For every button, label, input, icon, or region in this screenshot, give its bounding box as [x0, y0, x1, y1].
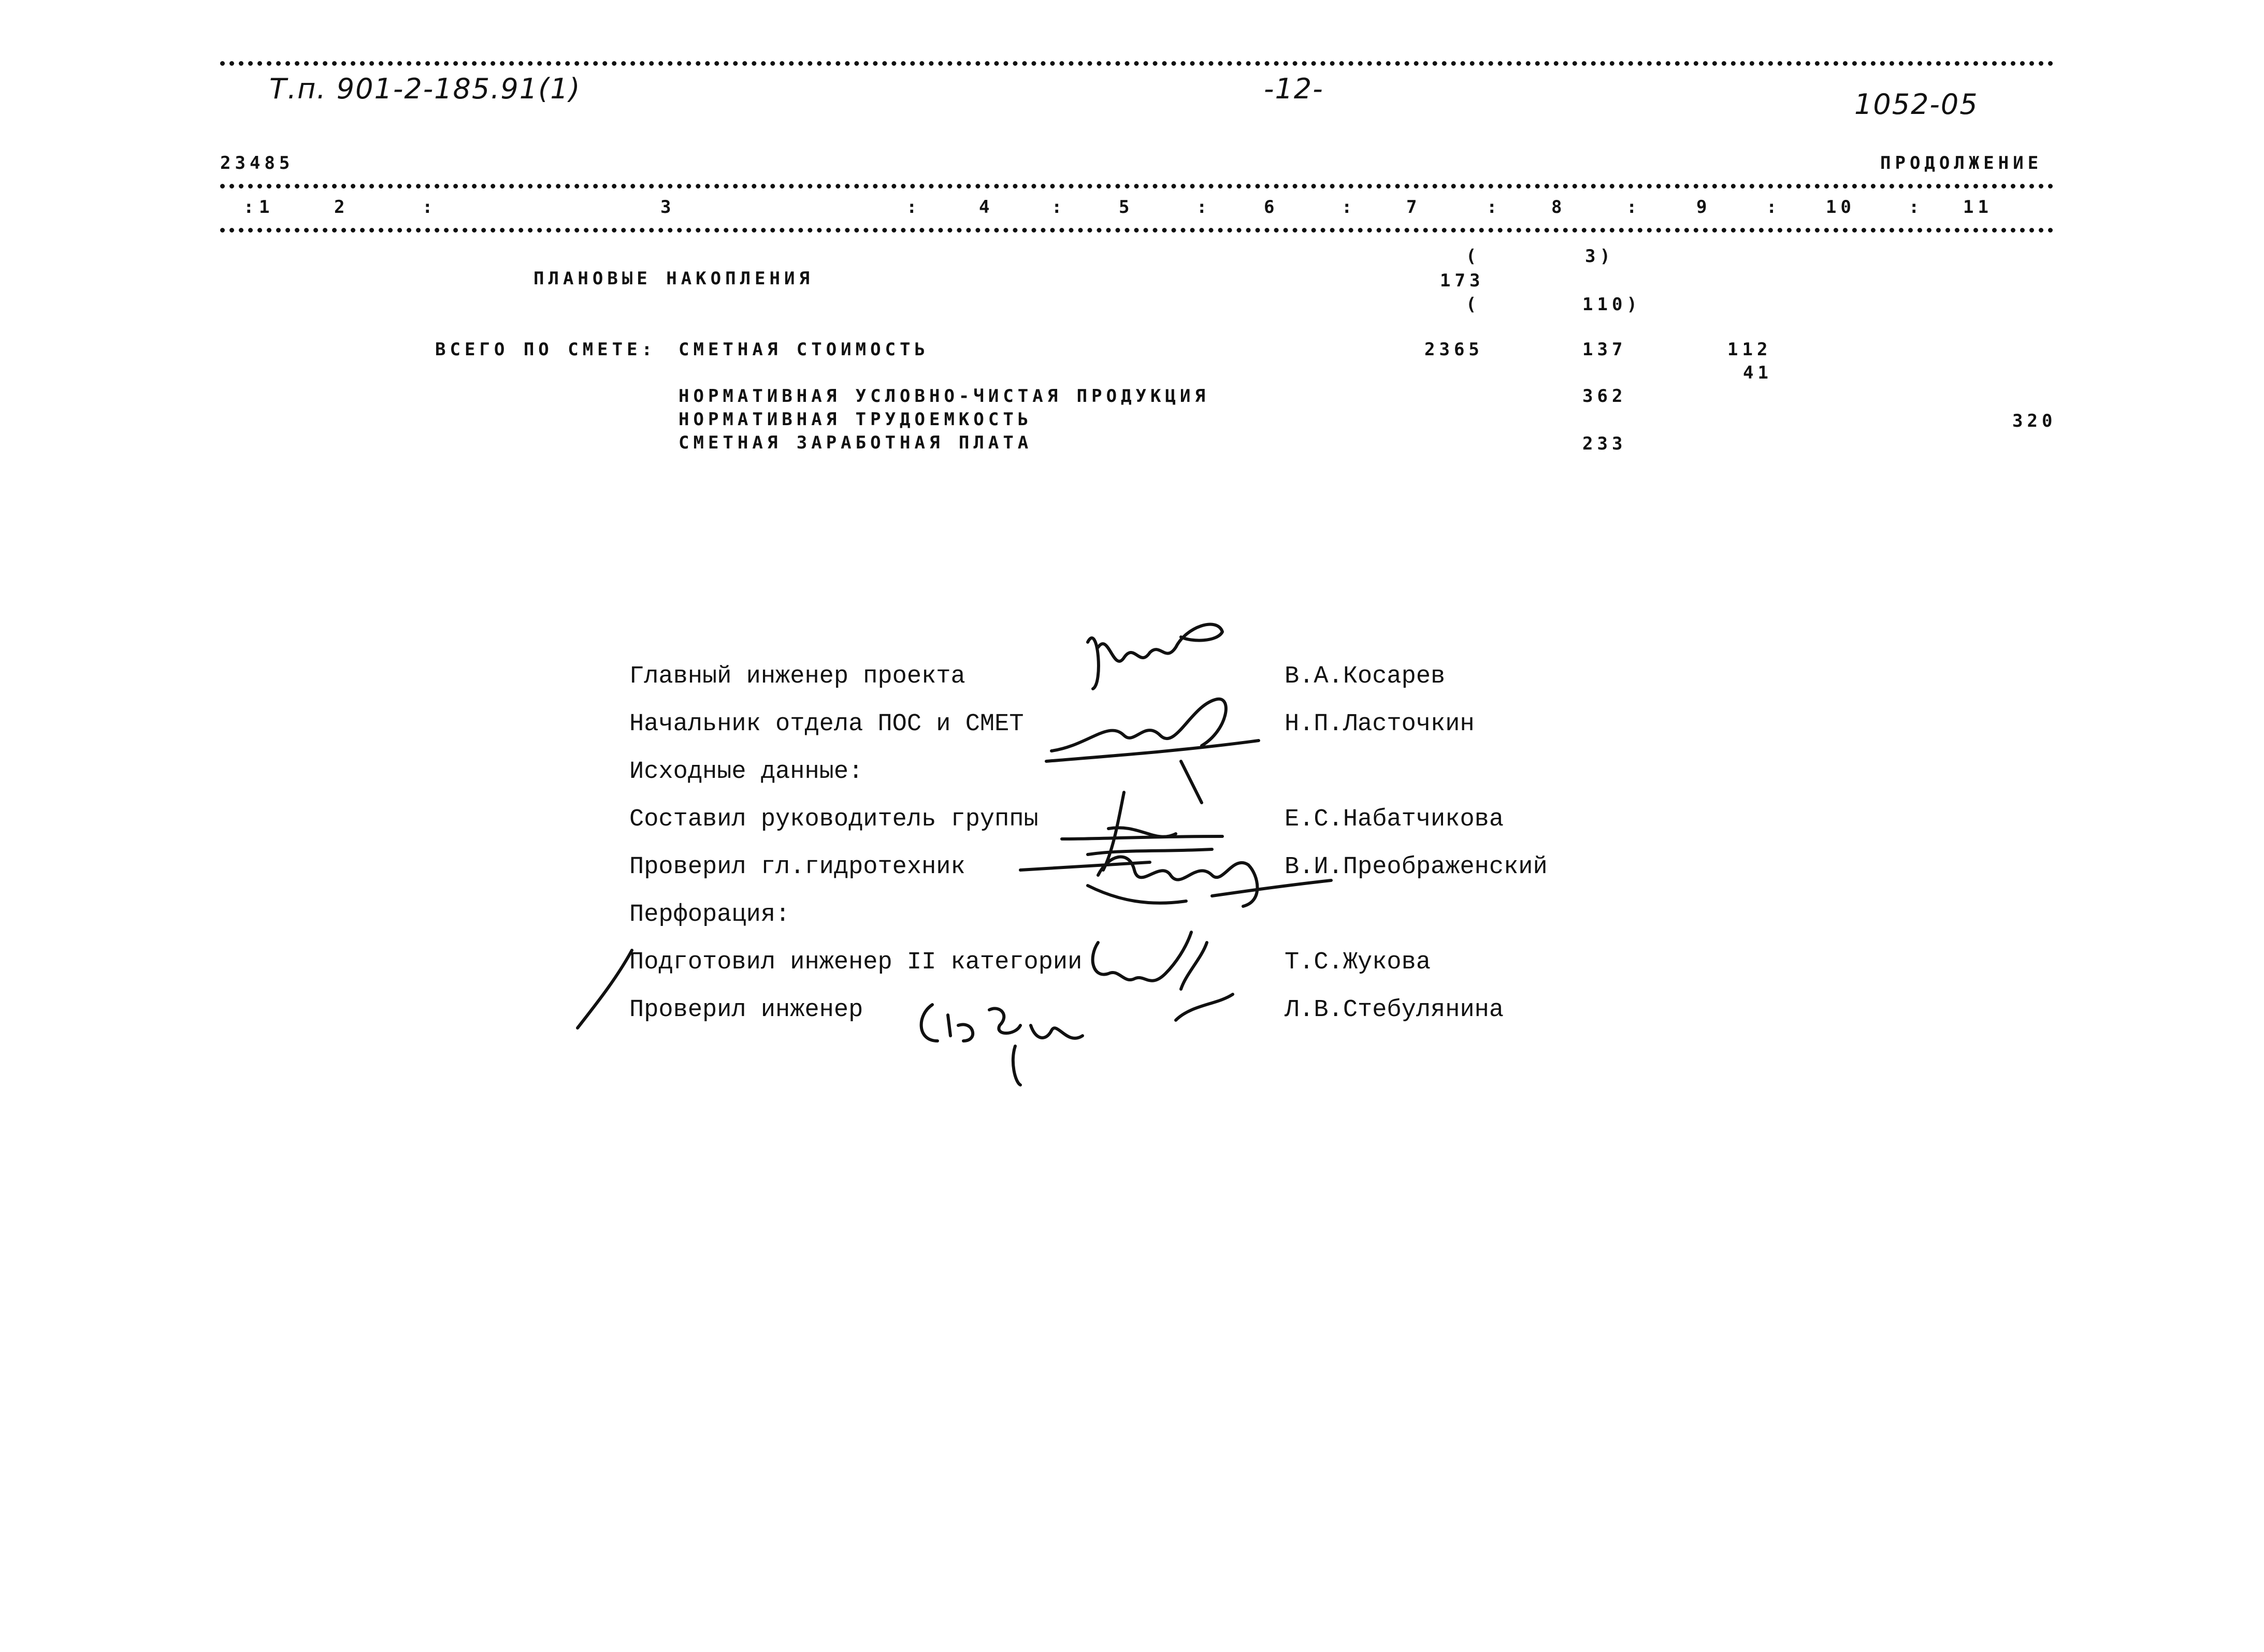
column-number: 4: [979, 197, 994, 218]
signature-name: В.А.Косарев: [1285, 663, 1446, 690]
planned-savings-label: ПЛАНОВЫЕ НАКОПЛЕНИЯ: [533, 268, 814, 289]
planned-savings-c7: 173: [1440, 270, 1484, 291]
salary-c8: 233: [1582, 433, 1627, 454]
column-separator: :: [1909, 197, 1924, 218]
margin-check-stroke: [575, 948, 637, 1031]
planned-savings-c8-top: 3): [1585, 246, 1614, 267]
signature-name: Т.С.Жукова: [1285, 949, 1431, 976]
signature-role: Проверил гл.гидротехник: [629, 853, 965, 881]
estimated-cost-c9-second: 41: [1743, 363, 1772, 383]
column-separator: :: [906, 197, 921, 218]
labor-c11: 320: [2012, 411, 2057, 431]
column-separator: :: [1342, 197, 1357, 218]
top-dotted-rule: [220, 61, 2054, 66]
column-separator: :: [1051, 197, 1066, 218]
estimated-cost-c7: 2365: [1424, 339, 1483, 360]
column-number: 6: [1264, 197, 1279, 218]
signature-role: Составил руководитель группы: [629, 806, 1039, 833]
net-product-c8: 362: [1582, 386, 1627, 407]
column-number: 9: [1696, 197, 1711, 218]
labor-label: НОРМАТИВНАЯ ТРУДОЕМКОСТЬ: [679, 409, 1033, 430]
column-number: 5: [1119, 197, 1134, 218]
left-code: 23485: [220, 153, 294, 173]
document-number: 1052-05: [1854, 88, 1979, 121]
planned-savings-c7-open: (: [1466, 246, 1481, 267]
column-number: 11: [1963, 197, 1993, 218]
column-separator: :: [1487, 197, 1502, 218]
handwritten-signature: [1046, 689, 1264, 803]
column-separator: :: [1196, 197, 1212, 218]
signature-role: Перфорация:: [629, 901, 790, 929]
signature-role: Начальник отдела ПОС и СМЕТ: [629, 711, 1024, 738]
net-product-label: НОРМАТИВНАЯ УСЛОВНО-ЧИСТАЯ ПРОДУКЦИЯ: [679, 386, 1209, 407]
column-separator: :: [1766, 197, 1781, 218]
signature-role: Исходные данные:: [629, 758, 863, 786]
column-separator: :: [243, 197, 258, 218]
column-number: 1: [259, 197, 274, 218]
column-header-rule-bottom: [220, 228, 2054, 233]
planned-savings-c8-bottom: 110): [1582, 294, 1641, 315]
column-number: 3: [660, 197, 675, 218]
column-separator: :: [422, 197, 437, 218]
signature-role: Проверил инженер: [629, 996, 863, 1024]
column-number: 2: [334, 197, 349, 218]
estimated-cost-c9: 112: [1727, 339, 1772, 360]
project-reference: Т.п. 901-2-185.91(1): [269, 73, 581, 105]
column-number: 7: [1406, 197, 1421, 218]
signature-role: Подготовил инженер II категории: [629, 949, 1083, 976]
handwritten-signature: [912, 984, 1129, 1088]
column-number: 10: [1826, 197, 1855, 218]
estimated-cost-label: СМЕТНАЯ СТОИМОСТЬ: [679, 339, 929, 360]
signature-name: Е.С.Набатчикова: [1285, 806, 1504, 833]
salary-label: СМЕТНАЯ ЗАРАБОТНАЯ ПЛАТА: [679, 432, 1033, 453]
continuation-label: ПРОДОЛЖЕНИЕ: [1880, 153, 2043, 173]
signature-name: В.И.Преображенский: [1285, 853, 1548, 881]
handwritten-signature: [1015, 839, 1336, 927]
signature-role: Главный инженер проекта: [629, 663, 965, 690]
column-separator: :: [1626, 197, 1641, 218]
column-number: 8: [1551, 197, 1566, 218]
estimated-cost-c8: 137: [1582, 339, 1627, 360]
total-prefix: ВСЕГО ПО СМЕТЕ:: [435, 339, 657, 360]
column-header-rule-top: [220, 184, 2054, 189]
planned-savings-c7-open-2: (: [1466, 294, 1481, 315]
signature-name: Н.П.Ласточкин: [1285, 711, 1475, 738]
signature-name: Л.В.Стебулянина: [1285, 996, 1504, 1024]
page-number: -12-: [1264, 73, 1324, 105]
